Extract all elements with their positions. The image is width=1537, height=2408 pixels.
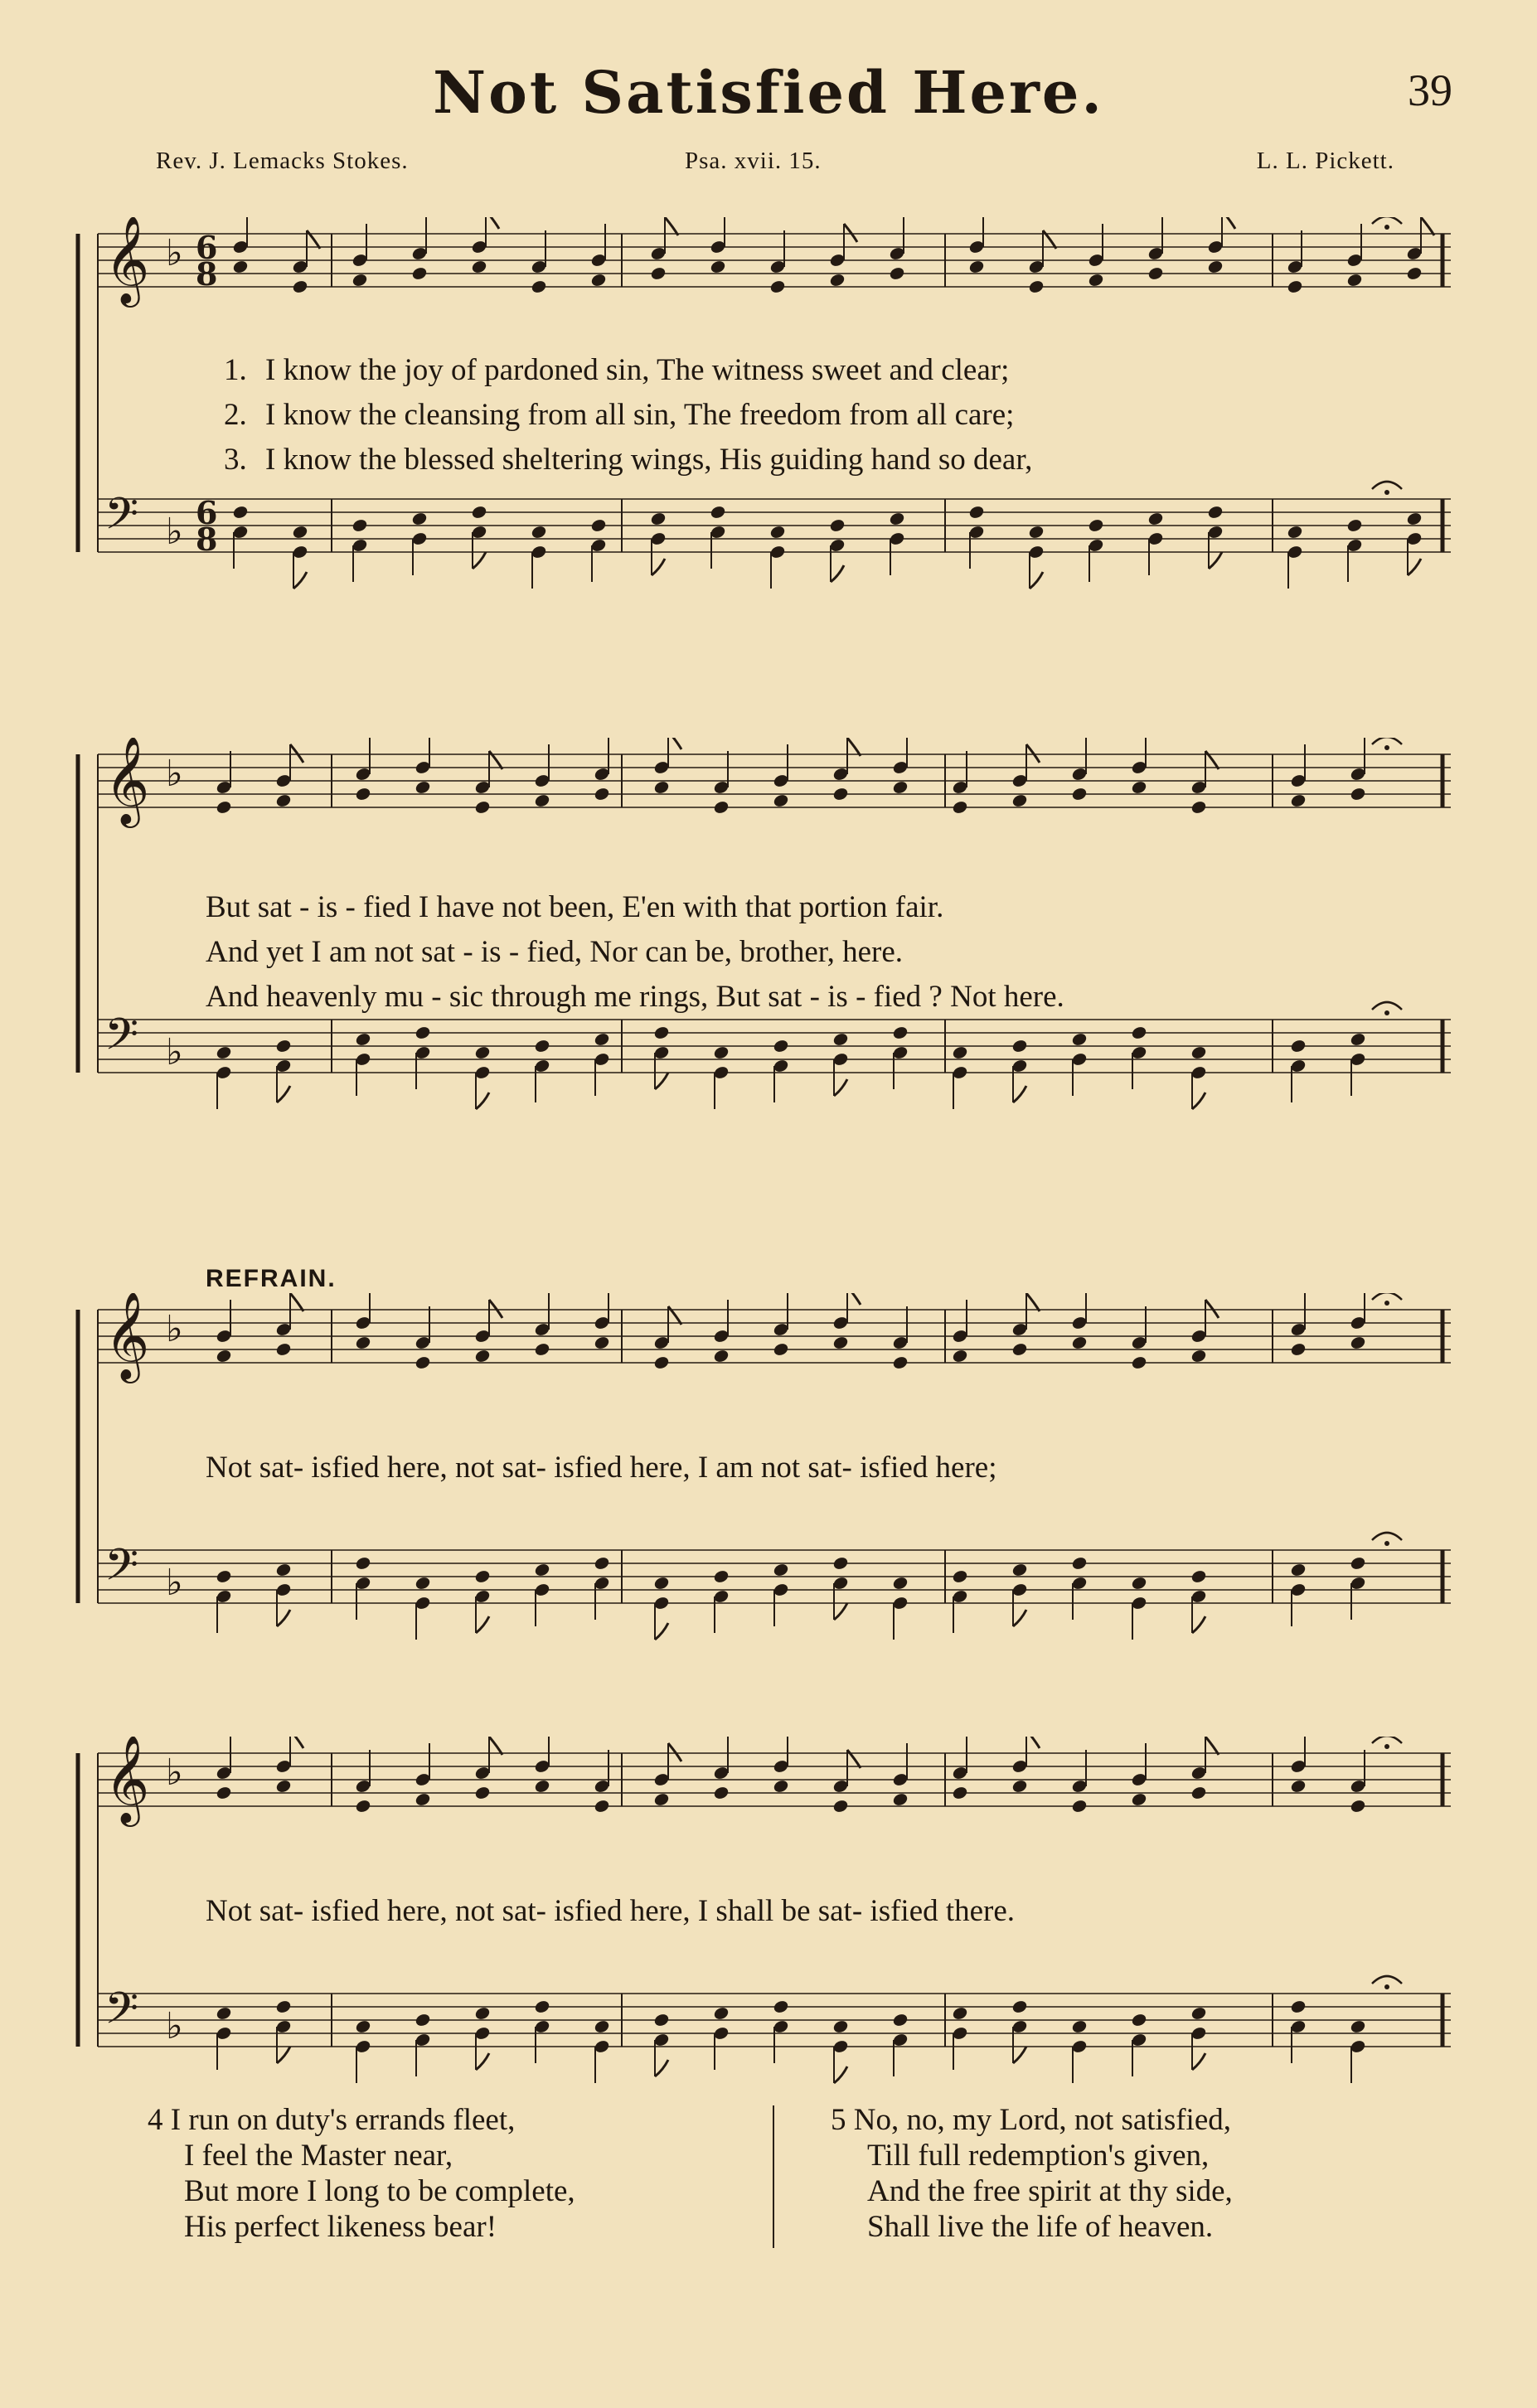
notehead <box>1131 1792 1148 1808</box>
notehead <box>534 1342 551 1358</box>
note-flag <box>1026 744 1040 763</box>
lyric-line-3: And heavenly mu - sic through me rings, But sat - is - fied ? Not here. <box>206 980 1064 1014</box>
notehead <box>216 800 233 816</box>
notehead <box>1071 1799 1089 1814</box>
note-flag <box>489 1300 502 1318</box>
fermata-dot <box>1384 1301 1389 1306</box>
notehead <box>1131 2013 1148 2028</box>
notehead <box>474 1569 492 1585</box>
flat-icon: ♭ <box>166 232 183 274</box>
composer-credit: L. L. Pickett. <box>1256 148 1394 174</box>
notehead <box>415 780 432 796</box>
notehead <box>653 1576 671 1592</box>
notehead <box>1147 266 1165 282</box>
notehead <box>1131 1576 1148 1592</box>
notehead <box>474 1045 492 1061</box>
note-flag <box>1192 2053 1205 2070</box>
notehead <box>415 1025 432 1041</box>
lyric-line-verse-2 <box>224 400 1014 430</box>
notehead <box>216 1785 233 1801</box>
notehead <box>1071 787 1089 802</box>
notehead <box>829 273 846 288</box>
notehead <box>415 2013 432 2028</box>
notehead <box>892 2013 909 2028</box>
notehead <box>713 1045 730 1061</box>
notehead <box>952 2006 969 2022</box>
note-flag <box>834 1079 847 1096</box>
music-system-1 <box>75 217 1459 615</box>
lyric-line-refrain-end: Not sat- isfied here, not sat- isfied here, I shall be sat- isfied there. <box>206 1894 1016 1928</box>
stanza-line: But more I long to be complete, <box>184 2174 575 2208</box>
note-flag <box>1013 1610 1026 1626</box>
notehead <box>1190 2006 1208 2022</box>
notehead <box>769 525 787 540</box>
notehead <box>1190 1349 1208 1364</box>
notehead <box>355 1799 372 1814</box>
notehead <box>216 1045 233 1061</box>
verse-number: 3. <box>224 443 247 477</box>
bass-clef-icon: 𝄢 <box>104 489 139 550</box>
notehead <box>1350 787 1367 802</box>
notehead <box>1207 259 1224 275</box>
notehead <box>653 2013 671 2028</box>
notehead <box>1011 1779 1029 1795</box>
fermata-dot <box>1384 1010 1389 1015</box>
flat-icon: ♭ <box>166 1751 183 1794</box>
note-flag <box>277 1610 290 1626</box>
notehead <box>232 259 250 275</box>
note-flag <box>834 2066 847 2083</box>
notehead <box>1011 793 1029 809</box>
verse-number: 1. <box>224 353 247 387</box>
note-flag <box>834 1603 847 1620</box>
notehead <box>713 1785 730 1801</box>
notehead <box>355 1335 372 1351</box>
notehead <box>474 800 492 816</box>
note-flag <box>1013 2047 1026 2063</box>
notehead <box>713 2006 730 2022</box>
notehead <box>892 1576 909 1592</box>
time-signature-top: 6 <box>196 494 218 531</box>
stanza-line: I feel the Master near, <box>184 2139 453 2173</box>
notehead <box>1190 1785 1208 1801</box>
notehead <box>471 259 488 275</box>
notehead <box>650 511 667 527</box>
notehead <box>1350 2019 1367 2035</box>
note-flag <box>277 2047 290 2063</box>
notehead <box>1346 273 1364 288</box>
time-signature-bottom: 8 <box>196 255 218 293</box>
notehead <box>1350 1799 1367 1814</box>
stanza-4 <box>148 2102 575 2245</box>
note-flag <box>655 1073 668 1089</box>
time-signature-top: 6 <box>196 229 218 266</box>
notehead <box>411 266 429 282</box>
notehead <box>590 518 608 534</box>
fermata-icon <box>1372 1737 1402 1743</box>
notehead <box>594 1799 611 1814</box>
note-flag <box>847 738 861 756</box>
treble-clef-icon: 𝄞 <box>104 217 150 303</box>
fermata-icon <box>1372 1976 1402 1984</box>
notehead <box>1346 518 1364 534</box>
note-flag <box>831 565 844 582</box>
notehead <box>594 1032 611 1048</box>
notehead <box>773 1999 790 2015</box>
note-flag <box>655 1623 668 1640</box>
notehead <box>773 1039 790 1054</box>
music-system-4 <box>75 1737 1459 2110</box>
notehead <box>1350 1032 1367 1048</box>
notehead <box>1088 518 1105 534</box>
notehead <box>773 1342 790 1358</box>
treble-clef-icon: 𝄞 <box>104 1293 150 1379</box>
notehead <box>769 279 787 295</box>
lyric-line-refrain: Not sat- isfied here, not sat- isfied here, I am not sat- isfied here; <box>206 1451 997 1485</box>
time-signature-bottom: 8 <box>196 521 218 558</box>
notehead <box>1350 1335 1367 1351</box>
notehead <box>1011 1563 1029 1578</box>
stanza-line: His perfect likeness bear! <box>184 2210 497 2244</box>
note-flag <box>844 224 857 242</box>
notehead <box>355 2019 372 2035</box>
note-flag <box>476 1093 489 1109</box>
notehead <box>292 279 309 295</box>
notehead <box>275 1999 293 2015</box>
stanza-line: Till full redemption's given, <box>867 2139 1210 2173</box>
page-number: 39 <box>1408 65 1452 115</box>
notehead <box>892 1355 909 1371</box>
notehead <box>832 1556 850 1572</box>
note-flag <box>486 217 499 229</box>
notehead <box>1028 279 1045 295</box>
notehead <box>832 1799 850 1814</box>
notehead <box>1406 511 1423 527</box>
notehead <box>594 1335 611 1351</box>
notehead <box>952 1045 969 1061</box>
note-flag <box>290 1737 303 1748</box>
notehead <box>773 793 790 809</box>
notehead <box>1011 1039 1029 1054</box>
notehead <box>1071 1335 1089 1351</box>
stanza-line: 5 No, no, my Lord, not satisfied, <box>831 2103 1232 2137</box>
notehead <box>594 787 611 802</box>
notehead <box>531 525 548 540</box>
fermata-icon <box>1372 1293 1402 1300</box>
note-flag <box>1026 1737 1040 1748</box>
notehead <box>590 273 608 288</box>
lyric-text: I know the joy of pardoned sin, The witness sweet and clear; <box>265 353 1010 387</box>
notehead <box>653 1355 671 1371</box>
flat-icon: ♭ <box>166 1308 183 1350</box>
notehead <box>889 266 906 282</box>
notehead <box>832 2019 850 2035</box>
notehead <box>292 525 309 540</box>
bass-clef-icon: 𝄢 <box>104 1010 139 1071</box>
notehead <box>216 1569 233 1585</box>
stanza-line: 4 I run on duty's errands fleet, <box>148 2103 516 2137</box>
note-flag <box>1205 1737 1219 1755</box>
notehead <box>1290 1342 1307 1358</box>
notehead <box>1088 273 1105 288</box>
fermata-icon <box>1372 217 1402 224</box>
notehead <box>534 1779 551 1795</box>
notehead <box>829 518 846 534</box>
notehead <box>952 1349 969 1364</box>
scripture-reference: Psa. xvii. 15. <box>685 148 822 174</box>
notehead <box>713 1569 730 1585</box>
notehead <box>892 1792 909 1808</box>
notehead <box>471 505 488 521</box>
note-flag <box>290 744 303 763</box>
notehead <box>355 787 372 802</box>
flat-icon: ♭ <box>166 753 183 795</box>
flat-icon: ♭ <box>166 2005 183 2047</box>
notehead <box>1147 511 1165 527</box>
fermata-dot <box>1384 225 1389 230</box>
notehead <box>653 780 671 796</box>
notehead <box>892 1025 909 1041</box>
notehead <box>1287 525 1304 540</box>
notehead <box>968 505 986 521</box>
fermata-dot <box>1384 1984 1389 1989</box>
note-flag <box>1030 572 1043 589</box>
notehead <box>355 1556 372 1572</box>
notehead <box>216 2006 233 2022</box>
notehead <box>1350 1556 1367 1572</box>
note-flag <box>655 2060 668 2076</box>
notehead <box>275 793 293 809</box>
notehead <box>1290 1999 1307 2015</box>
bass-clef-icon: 𝄢 <box>104 1984 139 2045</box>
notehead <box>232 505 250 521</box>
notehead <box>1290 1563 1307 1578</box>
fermata-icon <box>1372 482 1402 489</box>
note-flag <box>290 1293 303 1311</box>
treble-clef-icon: 𝄞 <box>104 738 150 824</box>
fermata-icon <box>1372 1002 1402 1010</box>
music-system-2 <box>75 738 1459 1136</box>
notehead <box>653 1792 671 1808</box>
stanza-number: 4 <box>148 2103 163 2137</box>
note-flag <box>1192 1616 1205 1633</box>
note-flag <box>473 552 486 569</box>
notehead <box>1131 780 1148 796</box>
notehead <box>713 1349 730 1364</box>
stanza-line: And the free spirit at thy side, <box>867 2174 1233 2208</box>
notehead <box>889 511 906 527</box>
note-flag <box>476 1616 489 1633</box>
notehead <box>1406 266 1423 282</box>
lyric-text: I know the cleansing from all sin, The freedom from all care; <box>265 398 1015 432</box>
notehead <box>832 787 850 802</box>
flat-icon: ♭ <box>166 1031 183 1073</box>
music-system-3 <box>75 1293 1459 1666</box>
notehead <box>968 259 986 275</box>
fermata-dot <box>1384 745 1389 750</box>
note-flag <box>293 572 307 589</box>
notehead <box>275 1342 293 1358</box>
page-title: Not Satisfied Here. <box>433 58 1104 127</box>
note-flag <box>652 559 665 575</box>
notehead <box>773 1779 790 1795</box>
lyric-line-verse-1 <box>224 355 1009 385</box>
notehead <box>352 273 369 288</box>
notehead <box>534 1039 551 1054</box>
note-flag <box>1205 1300 1219 1318</box>
note-flag <box>476 2053 489 2070</box>
notehead <box>952 1569 969 1585</box>
note-flag <box>847 1293 861 1305</box>
notehead <box>1290 1039 1307 1054</box>
notehead <box>1190 800 1208 816</box>
note-flag <box>668 738 681 749</box>
notehead <box>952 1785 969 1801</box>
notehead <box>1190 1045 1208 1061</box>
verse-number: 2. <box>224 398 247 432</box>
note-flag <box>1209 552 1222 569</box>
notehead <box>355 1032 372 1048</box>
fermata-icon <box>1372 738 1402 744</box>
note-flag <box>1026 1293 1040 1311</box>
lyricist-credit: Rev. J. Lemacks Stokes. <box>156 148 409 174</box>
notehead <box>474 2006 492 2022</box>
refrain-label: REFRAIN. <box>206 1265 337 1292</box>
notehead <box>1290 1779 1307 1795</box>
notehead <box>415 1576 432 1592</box>
note-flag <box>1408 559 1421 575</box>
notehead <box>415 1792 432 1808</box>
notehead <box>1071 1032 1089 1048</box>
notehead <box>275 1563 293 1578</box>
lyric-line-verse-3 <box>224 444 1032 475</box>
notehead <box>474 1349 492 1364</box>
note-flag <box>1421 217 1434 235</box>
stanza-divider <box>773 2105 774 2248</box>
notehead <box>534 1999 551 2015</box>
note-flag <box>1013 1086 1026 1102</box>
notehead <box>1011 1342 1029 1358</box>
notehead <box>594 2019 611 2035</box>
note-flag <box>665 217 678 235</box>
fermata-dot <box>1384 1744 1389 1749</box>
notehead <box>1011 1999 1029 2015</box>
notehead <box>474 1785 492 1801</box>
note-flag <box>1222 217 1235 229</box>
notehead <box>1190 1569 1208 1585</box>
stanza-number: 5 <box>831 2103 846 2137</box>
stanza-line: Shall live the life of heaven. <box>867 2210 1214 2244</box>
notehead <box>832 1032 850 1048</box>
flat-icon: ♭ <box>166 511 183 553</box>
notehead <box>773 1563 790 1578</box>
notehead <box>534 1563 551 1578</box>
notehead <box>531 279 548 295</box>
notehead <box>1131 1355 1148 1371</box>
notehead <box>275 1779 293 1795</box>
notehead <box>1131 1025 1148 1041</box>
notehead <box>1071 1556 1089 1572</box>
note-flag <box>277 1086 290 1102</box>
note-flag <box>489 1737 502 1755</box>
notehead <box>411 511 429 527</box>
note-flag <box>1192 1093 1205 1109</box>
notehead <box>1028 525 1045 540</box>
stanza-5 <box>831 2102 1233 2245</box>
lyric-text: I know the blessed sheltering wings, His guiding hand so dear, <box>265 443 1033 477</box>
notehead <box>892 780 909 796</box>
notehead <box>710 259 727 275</box>
notehead <box>832 1335 850 1351</box>
notehead <box>216 1349 233 1364</box>
note-flag <box>668 1743 681 1761</box>
notehead <box>594 1556 611 1572</box>
treble-clef-icon: 𝄞 <box>104 1737 150 1823</box>
fermata-dot <box>1384 490 1389 495</box>
fermata-icon <box>1372 1533 1402 1540</box>
notehead <box>1290 793 1307 809</box>
fermata-dot <box>1384 1541 1389 1546</box>
lyric-line-1: But sat - is - fied I have not been, E'en with that portion fair. <box>206 890 944 924</box>
notehead <box>1207 505 1224 521</box>
notehead <box>1287 279 1304 295</box>
notehead <box>952 800 969 816</box>
notehead <box>713 800 730 816</box>
notehead <box>650 266 667 282</box>
notehead <box>275 1039 293 1054</box>
lyric-line-2: And yet I am not sat - is - fied, Nor can be, brother, here. <box>206 935 904 969</box>
notehead <box>534 793 551 809</box>
flat-icon: ♭ <box>166 1562 183 1604</box>
notehead <box>1071 2019 1089 2035</box>
notehead <box>415 1355 432 1371</box>
notehead <box>352 518 369 534</box>
notehead <box>710 505 727 521</box>
notehead <box>653 1025 671 1041</box>
bass-clef-icon: 𝄢 <box>104 1540 139 1601</box>
